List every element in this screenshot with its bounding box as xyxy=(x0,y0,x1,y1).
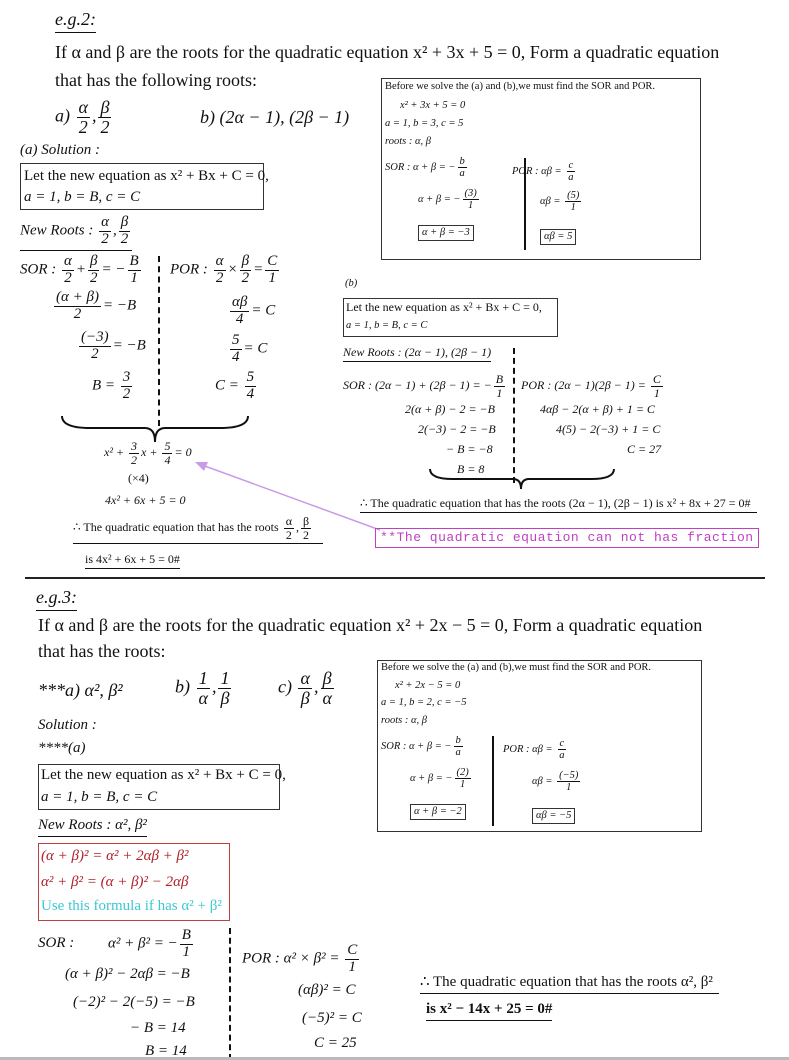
new-roots xyxy=(20,215,132,251)
prebox3-sor xyxy=(381,735,465,758)
fraction-numerator: (−5) xyxy=(559,770,579,781)
sor-b-step-2 xyxy=(405,403,495,416)
fraction xyxy=(79,330,111,363)
math-text: POR : αβ = xyxy=(503,743,556,755)
math-text: B = 8 xyxy=(457,462,485,476)
fraction-numerator: β xyxy=(302,514,310,528)
e3-part-a xyxy=(38,681,123,701)
math-text: α + β = −2 xyxy=(414,806,462,817)
prebox-coefficients xyxy=(385,118,463,130)
fraction xyxy=(463,188,479,211)
prebox3-por xyxy=(503,738,568,761)
fraction-denominator: 2 xyxy=(285,527,292,542)
math-text: Let the new equation as x² + Bx + C = 0, xyxy=(346,300,542,314)
fraction-numerator: b xyxy=(455,735,461,746)
math-text: a = 1, b = 3, c = 5 xyxy=(385,118,464,129)
e3-new-roots xyxy=(38,817,147,837)
e3-sor-step-3 xyxy=(73,994,195,1011)
math-text: Let the new equation as x² + Bx + C = 0, xyxy=(24,168,269,184)
fraction-denominator: 1 xyxy=(130,269,138,286)
math-text: (α + β)² − 2αβ = −B xyxy=(65,966,190,982)
prebox3-divider xyxy=(492,736,494,826)
math-text: 4αβ − 2(α + β) + 1 = C xyxy=(540,402,655,416)
fraction-numerator: α xyxy=(285,514,292,528)
solution-a-heading xyxy=(20,142,100,159)
fraction xyxy=(557,738,566,761)
fraction xyxy=(245,370,257,403)
e3-sor-label xyxy=(38,935,74,952)
math-text: , xyxy=(91,105,97,126)
fraction-denominator: 1 xyxy=(496,385,503,400)
math-text: x + xyxy=(141,444,161,459)
e3-part-b xyxy=(175,669,233,708)
prebox3-heading xyxy=(381,662,651,674)
fraction-numerator: c xyxy=(559,738,565,749)
math-text: , xyxy=(313,676,319,697)
fraction-denominator: 1 xyxy=(570,202,576,214)
fraction-numerator: β xyxy=(90,253,98,269)
math-text: αβ = 5 xyxy=(544,231,573,242)
fraction-denominator: 2 xyxy=(241,269,250,286)
math-text: + xyxy=(75,261,86,278)
fraction-numerator: β xyxy=(241,253,250,269)
sor-b-step-3 xyxy=(418,423,496,436)
prebox-sor-result xyxy=(418,225,474,241)
math-text: SOR : α + β = − xyxy=(385,161,456,173)
fraction-numerator: C xyxy=(347,942,358,958)
fraction-numerator: α xyxy=(300,668,310,688)
fraction-denominator: 2 xyxy=(100,116,110,137)
example-3-question-cont xyxy=(38,642,165,662)
math-text: is x² − 14x + 25 = 0# xyxy=(426,1001,553,1017)
fraction-denominator: a xyxy=(559,750,565,762)
prebox3-roots xyxy=(381,715,427,727)
math-text: (a) Solution : xyxy=(20,142,100,158)
new-roots-b xyxy=(343,346,491,362)
math-text: x² + xyxy=(104,444,128,459)
prebox3-sor-result xyxy=(410,804,466,820)
fraction xyxy=(99,215,111,248)
prebox3-equation xyxy=(395,680,460,692)
conclusion-b xyxy=(360,497,757,513)
fraction-numerator: 3 xyxy=(122,369,131,385)
fraction-numerator: B xyxy=(129,253,139,269)
math-text: b) xyxy=(175,676,195,697)
multiply-by-4 xyxy=(128,472,149,485)
fraction-denominator: 1 xyxy=(566,782,572,794)
math-text: αβ = xyxy=(540,195,564,207)
e3-new-equation-line2 xyxy=(41,789,157,806)
fraction-denominator: 1 xyxy=(653,385,660,400)
math-text: a = 1, b = B, c = C xyxy=(41,789,158,805)
new-equation-line2 xyxy=(24,189,140,206)
fraction-numerator: B xyxy=(495,372,504,386)
part-a-roots xyxy=(55,98,113,137)
fraction-denominator: 2 xyxy=(120,230,129,247)
math-text: αβ = −5 xyxy=(536,810,572,821)
no-fraction-note xyxy=(375,528,759,548)
e3-por-step-2 xyxy=(298,982,355,999)
math-text: Solution : xyxy=(38,717,97,733)
fraction-numerator: (3) xyxy=(464,188,477,199)
fraction-denominator: a xyxy=(455,747,461,759)
new-equation-b-line2 xyxy=(346,320,427,332)
prebox-heading xyxy=(385,81,655,93)
fraction xyxy=(54,290,101,323)
e3-conclusion xyxy=(420,974,719,994)
e3-sor-step-4 xyxy=(130,1020,186,1037)
fraction-denominator: 4 xyxy=(246,385,255,402)
math-text: Let the new equation as x² + Bx + C = 0, xyxy=(41,767,286,783)
fraction-numerator: (α + β) xyxy=(56,289,99,305)
fraction-numerator: β xyxy=(120,214,129,230)
fraction xyxy=(197,669,210,708)
math-text: 2(α + β) − 2 = −B xyxy=(405,402,495,416)
fraction xyxy=(240,254,252,287)
fraction xyxy=(320,669,333,708)
fraction-numerator: 5 xyxy=(246,369,255,385)
por-b-step-4 xyxy=(627,443,661,456)
fraction xyxy=(218,669,231,708)
math-text: If α and β are the roots for the quadratic equation x² + 2x − 5 = 0, Form a quadratic equation xyxy=(38,615,703,635)
sor-step-2 xyxy=(52,290,136,323)
sor-por-divider xyxy=(158,256,160,426)
math-text: a = 1, b = B, c = C xyxy=(346,320,428,331)
math-text: x² + 2x − 5 = 0 xyxy=(395,680,461,691)
math-text: SOR : xyxy=(20,261,60,278)
math-text: , xyxy=(295,519,299,534)
math-text: is 4x² + 6x + 5 = 0# xyxy=(85,552,180,566)
prebox3-por-result xyxy=(532,808,575,824)
fraction-numerator: (−3) xyxy=(81,329,109,345)
math-text: C = 25 xyxy=(314,1035,357,1051)
math-text: New Roots : xyxy=(20,222,98,239)
fraction xyxy=(119,215,131,248)
math-text: ∴ The quadratic equation that has the roots (2α − 1), (2β − 1) is x² + 8x + 27 = 0# xyxy=(360,496,751,510)
math-text: POR : (2α − 1)(2β − 1) = xyxy=(521,377,649,392)
fraction-numerator: α xyxy=(64,253,72,269)
math-text: − B = 14 xyxy=(130,1020,186,1036)
prebox-divider xyxy=(524,158,526,250)
math-text: x² + 3x + 5 = 0 xyxy=(400,100,466,111)
e3-por-step-1 xyxy=(242,943,361,976)
fraction-denominator: 2 xyxy=(73,305,82,322)
fraction-denominator: 2 xyxy=(78,116,88,137)
e3-solution-heading xyxy=(38,717,97,734)
math-text: B = 14 xyxy=(145,1043,187,1059)
math-text: α² + β² = (α + β)² − 2αβ xyxy=(41,874,189,890)
math-text: New Roots : (2α − 1), (2β − 1) xyxy=(343,345,492,359)
example-2-question xyxy=(55,43,719,63)
fraction-denominator: a xyxy=(568,172,574,184)
e3-por-step-3 xyxy=(302,1010,362,1027)
fraction-denominator: 2 xyxy=(303,527,310,542)
fraction-numerator: (2) xyxy=(456,767,469,778)
fraction-numerator: β xyxy=(322,668,332,688)
fraction-numerator: C xyxy=(267,253,278,269)
math-text: = − xyxy=(101,261,126,278)
fraction xyxy=(455,767,471,790)
fraction-numerator: 1 xyxy=(220,668,230,688)
fraction-denominator: a xyxy=(459,168,465,180)
fraction xyxy=(565,190,581,213)
brace-b xyxy=(428,467,618,491)
fraction xyxy=(230,333,242,366)
por-step-1 xyxy=(170,254,281,287)
math-text: SOR : α + β = − xyxy=(381,740,452,752)
formula-note xyxy=(41,898,222,915)
prebox-por-sub xyxy=(540,190,583,213)
math-text: (α + β)² = α² + 2αβ + β² xyxy=(41,848,189,864)
math-text: a) xyxy=(55,105,75,126)
fraction-numerator: β xyxy=(100,97,110,117)
fraction-numerator: 1 xyxy=(198,668,208,688)
fraction-denominator: 2 xyxy=(101,230,109,247)
e3-solution-sub xyxy=(38,740,86,757)
math-text: αβ = xyxy=(532,775,556,787)
fraction xyxy=(128,254,141,287)
por-step-3 xyxy=(228,333,267,366)
prebox-por xyxy=(512,160,577,183)
math-text: ∴ The quadratic equation that has the roots α², β² xyxy=(420,974,713,990)
fraction-denominator: 2 xyxy=(90,269,98,286)
math-text: (−5)² = C xyxy=(302,1010,362,1026)
math-text: , xyxy=(112,222,117,239)
fraction-denominator: 1 xyxy=(468,200,474,212)
example-2-title: e.g.2: xyxy=(55,10,96,33)
math-text: (−2)² − 2(−5) = −B xyxy=(73,994,195,1010)
e3-sor-step-2 xyxy=(65,966,190,983)
math-text: c) xyxy=(278,676,297,697)
fraction-numerator: (5) xyxy=(567,190,580,201)
math-text: If α and β are the roots for the quadratic equation x² + 3x + 5 = 0, Form a quadratic equation xyxy=(55,42,720,62)
math-text: that has the roots: xyxy=(38,641,166,661)
math-text: α + β = −3 xyxy=(422,227,470,238)
example-3-question xyxy=(38,616,702,636)
por-b-step-3 xyxy=(556,423,660,436)
fraction xyxy=(265,254,279,287)
fraction xyxy=(298,669,311,708)
fraction xyxy=(129,440,139,466)
fraction-numerator: αβ xyxy=(232,294,248,310)
sor-step-4 xyxy=(92,370,134,403)
math-text: C = xyxy=(215,377,243,394)
math-text: that has the following roots: xyxy=(55,70,257,90)
math-text: , xyxy=(211,676,217,697)
fraction-numerator: α xyxy=(78,97,88,117)
math-text: b) (2α − 1), (2β − 1) xyxy=(200,107,350,127)
math-text: × xyxy=(227,261,238,278)
math-text: − B = −8 xyxy=(446,442,493,456)
math-text: ***a) α², β² xyxy=(38,680,123,700)
fraction-numerator: 5 xyxy=(232,332,240,348)
fraction xyxy=(230,295,249,328)
math-text: Before we solve the (a) and (b),we must find the SOR and POR. xyxy=(385,81,656,92)
example-2-question-cont xyxy=(55,71,257,91)
math-text: POR : xyxy=(170,261,212,278)
math-text: New Roots : α², β² xyxy=(38,817,147,833)
por-step-4 xyxy=(215,370,258,403)
math-text: C = 27 xyxy=(627,442,662,456)
math-text: = 0 xyxy=(174,444,192,459)
math-text: = C xyxy=(243,340,268,357)
math-text: 2(−3) − 2 = −B xyxy=(418,422,496,436)
fraction-denominator: 1 xyxy=(182,943,191,960)
sor-b-step-1 xyxy=(343,373,507,399)
e3-sor-step-1 xyxy=(108,928,195,961)
fraction-denominator: 1 xyxy=(460,779,466,791)
conclusion-a-answer xyxy=(85,553,180,569)
fraction-denominator: 2 xyxy=(91,345,99,362)
section-divider xyxy=(25,577,765,579)
solution-b-heading xyxy=(345,278,357,290)
new-equation-b-line1 xyxy=(346,301,542,314)
sor-por-divider-b xyxy=(513,348,515,483)
fraction xyxy=(88,254,100,287)
sor-step-1 xyxy=(20,254,143,287)
e3-sor-por-divider xyxy=(229,928,231,1060)
fraction-numerator: 5 xyxy=(164,439,171,453)
arrow-to-note xyxy=(190,455,390,535)
fraction xyxy=(557,770,580,793)
fraction xyxy=(77,98,90,137)
fraction-denominator: 1 xyxy=(348,958,356,975)
fraction-denominator: 2 xyxy=(122,385,131,402)
prebox3-por-sub xyxy=(532,770,582,793)
math-text: 4(5) − 2(−3) + 1 = C xyxy=(556,422,661,436)
e3-conclusion-answer xyxy=(426,1001,552,1021)
equation-integer xyxy=(105,494,186,507)
fraction-numerator: C xyxy=(652,372,661,386)
math-text: roots : α, β xyxy=(385,136,431,147)
fraction xyxy=(121,370,133,403)
math-text: (b) xyxy=(345,278,358,289)
math-text: ****(a) xyxy=(38,740,86,756)
math-text: = −B xyxy=(102,297,137,314)
math-text: SOR : xyxy=(38,935,75,951)
prebox-sor xyxy=(385,156,469,179)
prebox3-sor-sub xyxy=(410,767,473,790)
equation-with-fractions xyxy=(104,440,192,466)
fraction xyxy=(62,254,74,287)
fraction xyxy=(454,735,463,758)
fraction-numerator: α xyxy=(101,214,109,230)
math-text: = xyxy=(253,261,264,278)
e3-por-step-4 xyxy=(314,1035,357,1052)
fraction-denominator: α xyxy=(198,687,208,708)
math-text: POR : α² × β² = xyxy=(242,950,344,967)
example-3-title: e.g.3: xyxy=(36,588,77,611)
math-text: = C xyxy=(251,302,276,319)
prebox-por-result xyxy=(540,229,576,245)
fraction-denominator: 4 xyxy=(164,452,171,467)
fraction-numerator: b xyxy=(459,156,465,167)
math-text: roots : α, β xyxy=(381,715,427,726)
fraction-denominator: 1 xyxy=(268,269,277,286)
math-text: POR : αβ = xyxy=(512,165,565,177)
fraction-numerator: B xyxy=(181,927,191,943)
math-text: Before we solve the (a) and (b),we must find the SOR and POR. xyxy=(381,662,652,673)
fraction-denominator: 4 xyxy=(235,310,244,327)
fraction xyxy=(98,98,111,137)
prebox-equation xyxy=(400,100,465,112)
prebox-sor-sub xyxy=(418,188,481,211)
fraction xyxy=(180,928,193,961)
fraction-denominator: 2 xyxy=(215,269,224,286)
e3-part-c xyxy=(278,669,336,708)
fraction xyxy=(458,156,467,179)
part-b-roots xyxy=(200,108,349,128)
fraction-denominator: β xyxy=(220,687,230,708)
math-text: B = xyxy=(92,377,119,394)
math-text: 4x² + 6x + 5 = 0 xyxy=(105,493,186,507)
math-text: α² + β² = − xyxy=(108,935,178,952)
math-text: α + β = − xyxy=(418,193,461,205)
math-text: (×4) xyxy=(128,471,149,485)
fraction-numerator: 3 xyxy=(131,439,138,453)
prebox3-coefficients xyxy=(381,697,467,709)
math-text: a = 1, b = B, c = C xyxy=(24,189,141,205)
fraction xyxy=(214,254,226,287)
math-text: a = 1, b = 2, c = −5 xyxy=(381,697,467,708)
e3-new-equation-line1 xyxy=(41,767,286,784)
fraction xyxy=(651,373,663,399)
fraction-denominator: β xyxy=(300,687,310,708)
math-text: (αβ)² = C xyxy=(298,982,356,998)
fraction-denominator: 2 xyxy=(131,452,138,467)
fraction-numerator: c xyxy=(568,160,574,171)
fraction-denominator: 2 xyxy=(64,269,72,286)
formula-line-1 xyxy=(41,848,189,865)
por-b-step-2 xyxy=(540,403,655,416)
por-b-step-1 xyxy=(521,373,665,399)
sor-b-step-4 xyxy=(446,443,493,456)
sor-step-3 xyxy=(77,330,146,363)
math-text: ∴ The quadratic equation that has the roots xyxy=(73,519,282,534)
math-text: = −B xyxy=(112,337,146,354)
math-text: Use this formula if has α² + β² xyxy=(41,898,222,914)
por-step-2 xyxy=(228,295,275,328)
math-text: SOR : (2α − 1) + (2β − 1) = − xyxy=(343,377,492,392)
fraction xyxy=(566,160,575,183)
fraction xyxy=(345,943,359,976)
prebox-roots xyxy=(385,136,431,148)
math-text: **The quadratic equation can not has fraction xyxy=(380,530,754,545)
formula-line-2 xyxy=(41,874,189,891)
fraction xyxy=(494,373,505,399)
fraction-numerator: α xyxy=(215,253,224,269)
math-text: α + β = − xyxy=(410,772,453,784)
new-equation-line1 xyxy=(24,168,269,185)
fraction-denominator: α xyxy=(322,687,332,708)
fraction-denominator: 4 xyxy=(232,348,240,365)
fraction xyxy=(162,440,172,466)
